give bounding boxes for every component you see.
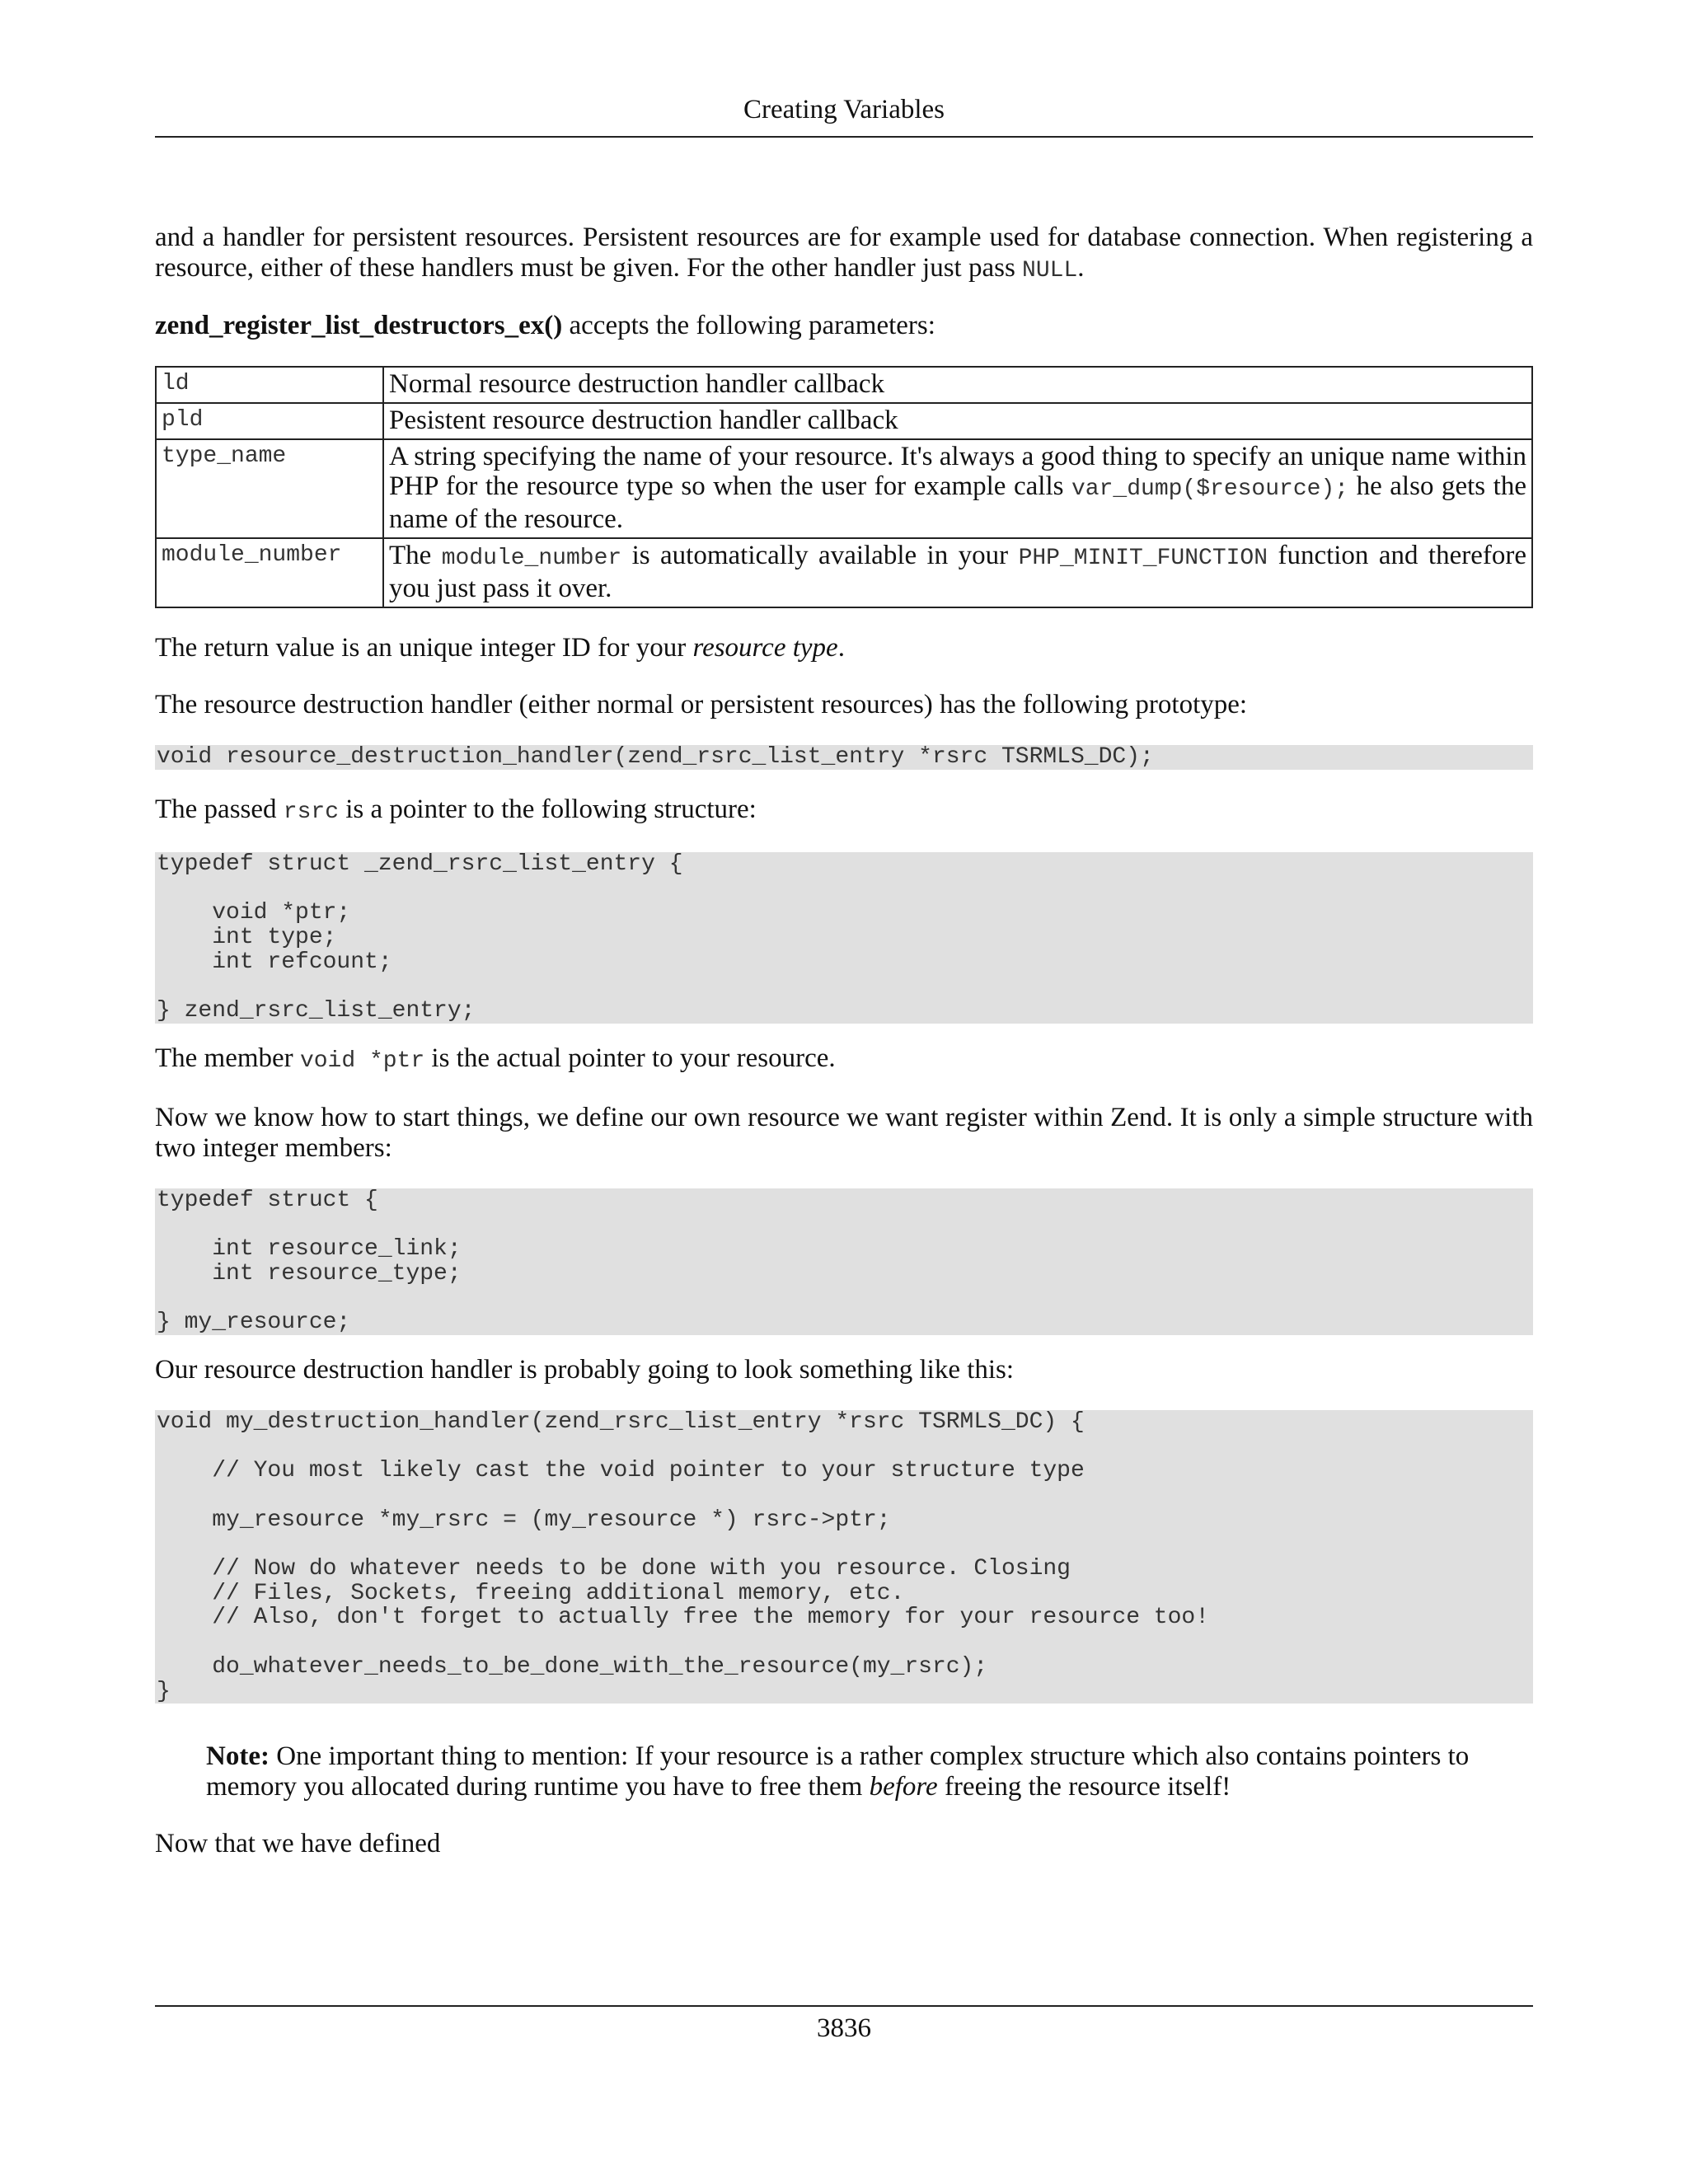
inline-code: PHP_MINIT_FUNCTION [1018, 546, 1268, 571]
parameters-table [155, 366, 1533, 608]
member-paragraph: The member void *ptr is the actual pointer to your resource. [155, 1043, 836, 1074]
header-divider [155, 136, 1533, 138]
inline-code-null: NULL [1022, 258, 1078, 284]
return-value-paragraph: The return value is an unique integer ID for your resource type. [155, 633, 845, 663]
params-intro-paragraph: zend_register_list_destructors_ex() accepts the following parameters: [155, 311, 935, 340]
param-name: ld [156, 367, 383, 403]
define-paragraph: Now we know how to start things, we define our own resource we want register within Zend. It is only a simple structure with two integer members: [155, 1102, 1533, 1163]
table-row [156, 367, 1532, 403]
prototype-code-block: void resource_destruction_handler(zend_rsrc_list_entry *rsrc TSRMLS_DC); [155, 745, 1533, 770]
page-number: 3836 [817, 2013, 871, 2043]
prototype-intro-paragraph: The resource destruction handler (either normal or persistent resources) has the following prototype: [155, 690, 1248, 719]
table-row [156, 538, 1532, 607]
note-label: Note: [206, 1741, 270, 1772]
param-name: pld [156, 403, 383, 439]
running-header: Creating Variables [743, 95, 945, 124]
param-name: module_number [156, 538, 383, 607]
rsrc-intro-paragraph: The passed rsrc is a pointer to the following structure: [155, 794, 757, 825]
inline-code: rsrc [283, 799, 340, 825]
intro-paragraph: and a handler for persistent resources. Persistent resources are for example used for database connection. When registering a resource, either of these handlers must be given. For the other handler just pass NULL. [155, 223, 1533, 284]
my-resource-code-block: typedef struct { int resource_link; int resource_type; } my_resource; [155, 1188, 1533, 1335]
table-row [156, 403, 1532, 439]
handler-code-block: void my_destruction_handler(zend_rsrc_list_entry *rsrc TSRMLS_DC) { // You most likely cast the void pointer to your structure type my_resource *my_rsrc = (my_resource *) rsrc->ptr; // Now do whatever needs to be done with you resource. Closing // Files, Sockets, freeing additional memory, etc. // Also, don't forget to actually free the memory for your resource too! do_whatever_needs_to_be_done_with_the_resource(my_rsrc); } [155, 1410, 1533, 1704]
italic-term: before [869, 1772, 938, 1802]
param-description: A string specifying the name of your resource. It's always a good thing to specify an unique name within PHP for the resource type so when the user for example calls var_dump($resource); he also gets the name of the resource. [383, 439, 1532, 538]
note-paragraph: Note: One important thing to mention: If your resource is a rather complex structure which also contains pointers to memory you allocated during runtime you have to free them before freeing the resource itself! [206, 1741, 1470, 1802]
param-description: Pesistent resource destruction handler callback [383, 403, 1532, 439]
closing-paragraph: Now that we have defined [155, 1829, 441, 1859]
italic-term: resource type [692, 633, 838, 663]
param-name: type_name [156, 439, 383, 538]
inline-code: module_number [441, 546, 622, 571]
table-row [156, 439, 1532, 538]
struct-code-block: typedef struct _zend_rsrc_list_entry { void *ptr; int type; int refcount; } zend_rsrc_list_entry; [155, 852, 1533, 1024]
footer-divider [155, 2005, 1533, 2007]
param-description: The module_number is automatically available in your PHP_MINIT_FUNCTION function and therefore you just pass it over. [383, 538, 1532, 607]
page-content [155, 223, 1533, 1859]
inline-code: void *ptr [299, 1047, 425, 1074]
handler-intro-paragraph: Our resource destruction handler is probably going to look something like this: [155, 1354, 1015, 1385]
inline-code: var_dump($resource); [1071, 476, 1349, 502]
function-name: zend_register_list_destructors_ex() [155, 311, 563, 340]
param-description: Normal resource destruction handler callback [383, 367, 1532, 403]
